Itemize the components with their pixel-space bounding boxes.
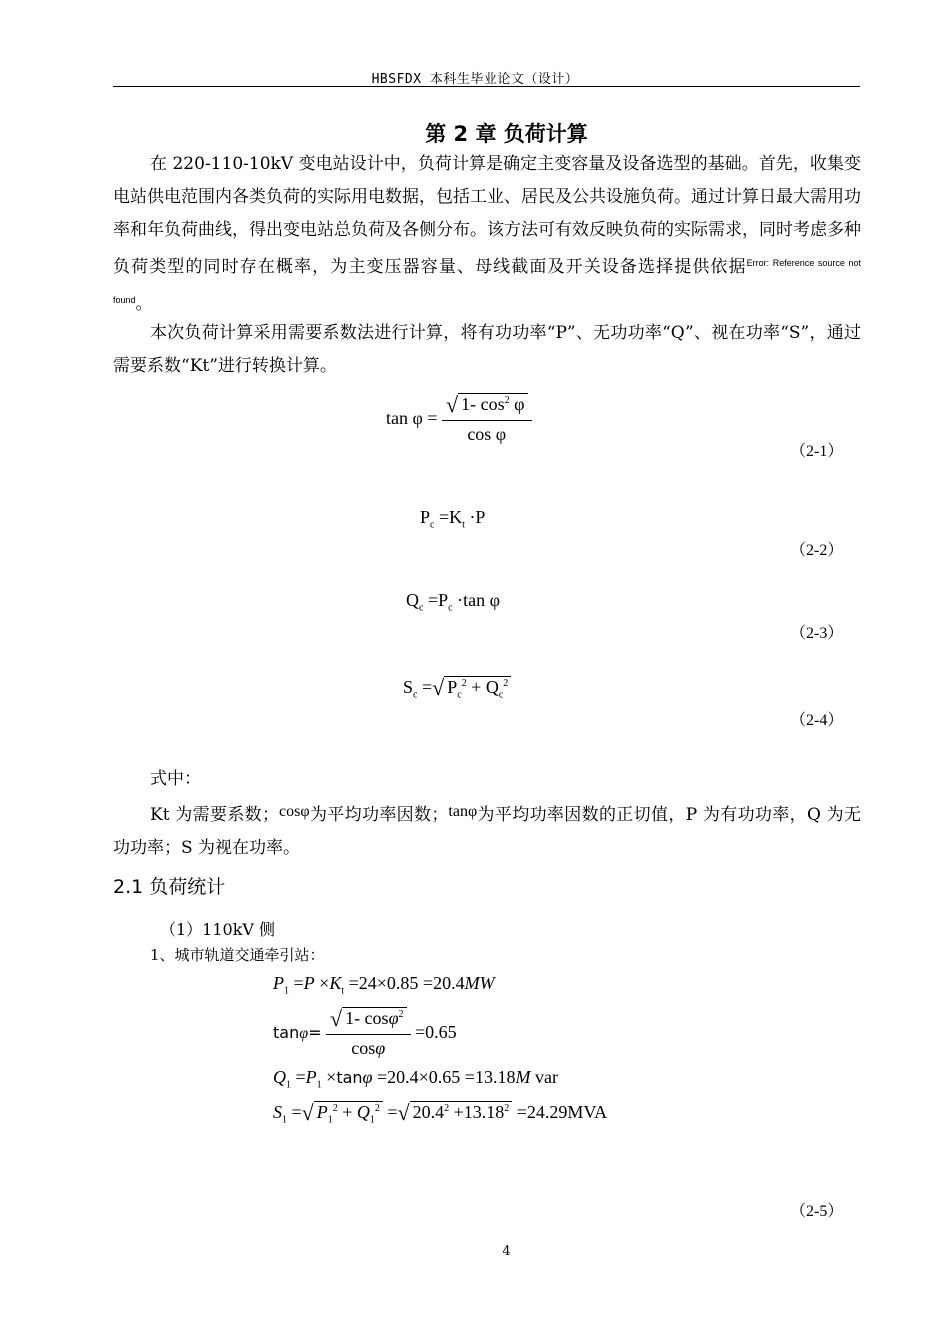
cos-symbol: cosφ xyxy=(279,803,310,820)
equation-2-2: $P_c =K_t \cdot P$ xyxy=(420,507,486,531)
section-title: 2.1 负荷统计 xyxy=(113,876,226,898)
equation-number-2-2: （2-2） xyxy=(790,542,844,559)
calc-p1: $P_1 =P \times K_t =24\times 0.85 =20.4MW$ xyxy=(273,973,495,997)
equation-2-1: tan φ = $\frac{√ 1- \cos^2 \varphi}{\text{cos φ}}$ xyxy=(386,392,532,445)
intro-paragraph-2: 本次负荷计算采用需要系数法进行计算，将有功功率“P”、无功功率“Q”、视在功率“S”，通过需要系数“Kt”进行转换计算。 xyxy=(113,323,861,376)
equation-number-2-1: （2-1） xyxy=(790,443,844,460)
intro-paragraph-1: 在 220-110-10kV 变电站设计中，负荷计算是确定主变容量及设备选型的基础。首先，收集变电站供电范围内各类负荷的实际用电数据，包括工业、居民及公共设施负荷。通过计算日最大需用功率和年负荷曲线，得出变电站总负荷及各侧分布。该方法可有效反映负荷的实际需求，同时考虑多种负荷类型的同时存在概率，为主变压器容量、母线截面及开关设备选择提供依据$^{Error: Reference source not found}$。 xyxy=(113,154,861,314)
calc-tan: tanφ= $\frac{√ 1- \cos\varphi^2}{\cos\varphi}$ =0.65 xyxy=(273,1006,457,1058)
subsection-side: （1）110kV 侧 xyxy=(160,920,276,939)
where-paragraph: Kt 为需要系数；cosφ为平均功率因数；tanφ为平均功率因数的正切值，P 为有功功率，Q 为无功功率；S 为视在功率。 xyxy=(113,803,862,858)
intro-text-1: 在 220-110-10kV 变电站设计中，负荷计算是确定主变容量及设备选型的基础。首先，收集变电站供电范围内各类负荷的实际用电数据，包括工业、居民及公共设施负荷。通过计算日最大需用功率和年负荷曲线，得出变电站总负荷及各侧分布。该方法可有效反映负荷的实际需求，同时考虑多种负荷类型的同时存在概率，为主变压器容量、母线截面及开关设备选择提供依据 xyxy=(113,154,861,277)
equation-number-2-3: （2-3） xyxy=(790,625,844,642)
equation-2-4: $S_c$ =√ $P_c^2 + Q_c^2$ xyxy=(403,675,511,701)
where-label: 式中： xyxy=(150,769,201,789)
list-item-label: 1、城市轨道交通牵引站： xyxy=(150,946,325,964)
reference-error: Error: Reference source not found xyxy=(113,258,861,305)
equation-2-3: $Q_c =P_c \cdot\tan$ φ xyxy=(406,590,500,614)
tan-symbol: tanφ xyxy=(448,803,478,820)
chapter-title: 第 2 章 负荷计算 xyxy=(425,122,588,146)
equation-number-2-5: （2-5） xyxy=(790,1203,844,1220)
page-number: 4 xyxy=(502,1244,511,1259)
calc-q1: $Q_1 =P_1 \times\tan\varphi =20.4\times 0.65 =13.18M$ var xyxy=(273,1067,558,1091)
equation-number-2-4: （2-4） xyxy=(790,712,844,729)
header-rule xyxy=(113,86,860,87)
calc-s1: $S_1$ =√ $P_1^2 + Q_1^2$ =√ $20.4^2 +13.18^2 =24.29MVA$ xyxy=(273,1100,608,1126)
page-header: HBSFDX 本科生毕业论文（设计） xyxy=(371,72,579,87)
